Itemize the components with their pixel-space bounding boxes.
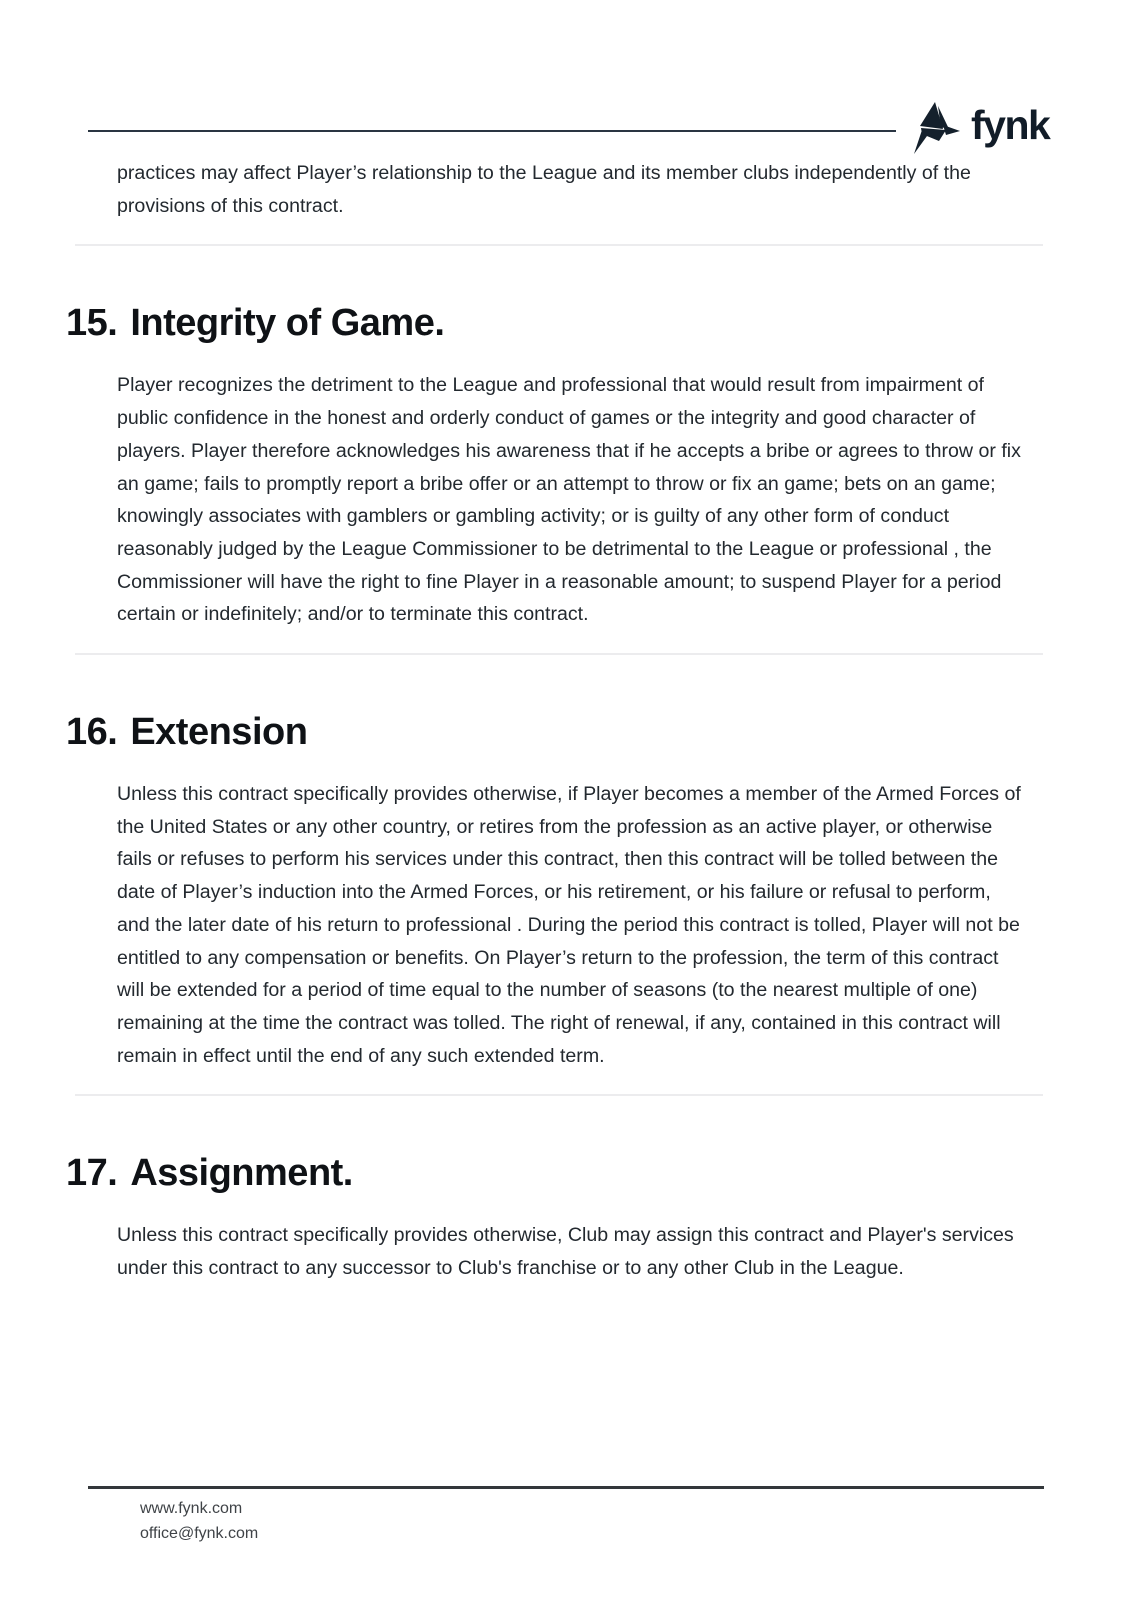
section-number-16: 16. xyxy=(66,711,118,754)
logo-text: fynk xyxy=(971,102,1050,148)
section-divider-2 xyxy=(75,653,1043,655)
section-heading-16 xyxy=(66,710,1043,754)
section-paragraph-17: Unless this contract specifically provides otherwise, Club may assign this contract and Player's services under this contract to any successor to Club's franchise or to any other Club in the League. xyxy=(117,1224,1014,1280)
footer-rule xyxy=(88,1486,1044,1489)
section-title-16: Extension xyxy=(130,711,308,754)
section-title-17: Assignment. xyxy=(130,1152,353,1195)
section-heading-17 xyxy=(66,1151,1043,1195)
section-number-15: 15. xyxy=(66,302,118,345)
section-paragraph-15: Player recognizes the detriment to the League and professional that would result from impairment of public confidence in the honest and orderly conduct of games or the integrity and good character of players. Player therefore acknowledges his awareness that if he accepts a bribe or agrees to throw or fix an game; fails to promptly report a bribe offer or an attempt to throw or fix an game; bets on an game; knowingly associates with gamblers or gambling activity; or is guilty of any other form of conduct reasonably judged by the League Commissioner to be detrimental to the League or professional , the Commissioner will have the right to fine Player in a reasonable amount; to suspend Player for a period certain or indefinitely; and/or to terminate this contract. xyxy=(117,374,1021,626)
section-paragraph-16: Unless this contract specifically provides otherwise, if Player becomes a member of the Armed Forces of the United States or any other country, or retires from the profession as an active player, or otherwise fails or refuses to perform his services under this contract, then this contract will be tolled between the date of Player’s induction into the Armed Forces, or his retirement, or his failure or refusal to perform, and the later date of his return to professional . During the period this contract is tolled, Player will not be entitled to any compensation or benefits. On Player’s return to the profession, the term of this contract will be extended for a period of time equal to the number of seasons (to the nearest multiple of one) remaining at the time the contract was tolled. The right of renewal, if any, contained in this contract will remain in effect until the end of any such extended term. xyxy=(117,783,1021,1067)
footer-website: www.fynk.com xyxy=(140,1500,243,1517)
section-title-15: Integrity of Game. xyxy=(130,302,445,345)
section-divider-3 xyxy=(75,1094,1043,1096)
footer-contact xyxy=(140,1497,258,1546)
intro-paragraph: practices may affect Player’s relationship to the League and its member clubs independently of the provisions of this contract. xyxy=(117,162,971,217)
footer-email: office@fynk.com xyxy=(140,1524,259,1542)
section-divider-1 xyxy=(75,244,1043,246)
section-number-17: 17. xyxy=(66,1152,118,1195)
section-heading-15 xyxy=(66,301,1043,345)
